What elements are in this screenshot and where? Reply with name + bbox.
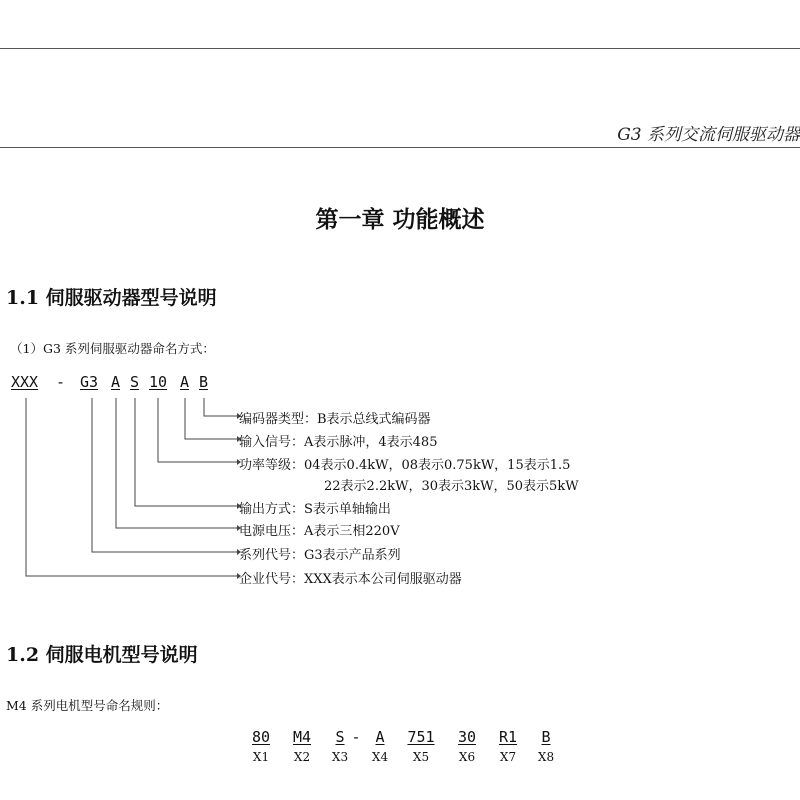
section-1-1-title: 1.1 伺服驱动器型号说明 <box>6 287 217 309</box>
desc-input-signal: 输入信号：A表示脉冲，4表示485 <box>239 435 438 450</box>
desc-output-mode: 输出方式：S表示单轴输出 <box>239 502 391 517</box>
motor-code-x5: 751 <box>407 728 435 746</box>
desc-enterprise-code: 企业代号：XXX表示本公司伺服驱动器 <box>239 572 462 587</box>
code-series: G3 <box>80 373 99 391</box>
motor-label-x5: X5 <box>412 750 430 764</box>
desc-series-code: 系列代号：G3表示产品系列 <box>239 548 401 563</box>
motor-naming-intro: M4 系列电机型号命名规则： <box>6 698 169 713</box>
code-voltage: A <box>111 373 121 391</box>
code-power: 10 <box>149 373 168 391</box>
code-output: S <box>130 373 140 391</box>
motor-label-x1: X1 <box>252 750 270 764</box>
motor-code-x6: 30 <box>457 728 477 746</box>
desc-power-level: 功率等级：04表示0.4kW，08表示0.75kW，15表示1.5 <box>239 458 571 473</box>
motor-label-x8: X8 <box>537 750 555 764</box>
desc-power-level-cont: 22表示2.2kW，30表示3kW，50表示5kW <box>324 479 579 494</box>
motor-code-x2: M4 <box>292 728 312 746</box>
motor-code-x1: 80 <box>251 728 271 746</box>
motor-label-x7: X7 <box>499 750 517 764</box>
code-dash: - <box>56 373 66 391</box>
header-title: G3 系列交流伺服驱动器 <box>617 125 800 145</box>
motor-label-x3: X3 <box>331 750 349 764</box>
drive-naming-intro: （1）G3 系列伺服驱动器命名方式： <box>10 341 215 356</box>
desc-power-voltage: 电源电压：A表示三相220V <box>239 524 400 539</box>
motor-code-dash: - <box>351 728 361 746</box>
chapter-title: 第一章 功能概述 <box>315 206 485 233</box>
code-input: A <box>180 373 190 391</box>
motor-label-x2: X2 <box>293 750 311 764</box>
code-encoder: B <box>199 373 209 391</box>
motor-code-x8: B <box>541 728 551 746</box>
motor-code-x4: A <box>375 728 385 746</box>
section-1-2-title: 1.2 伺服电机型号说明 <box>6 644 198 666</box>
motor-code-x7: R1 <box>498 728 518 746</box>
motor-code-x3: S <box>335 728 345 746</box>
code-enterprise: XXX <box>11 373 39 391</box>
motor-label-x6: X6 <box>458 750 476 764</box>
desc-encoder-type: 编码器类型：B表示总线式编码器 <box>239 412 431 427</box>
motor-label-x4: X4 <box>371 750 389 764</box>
